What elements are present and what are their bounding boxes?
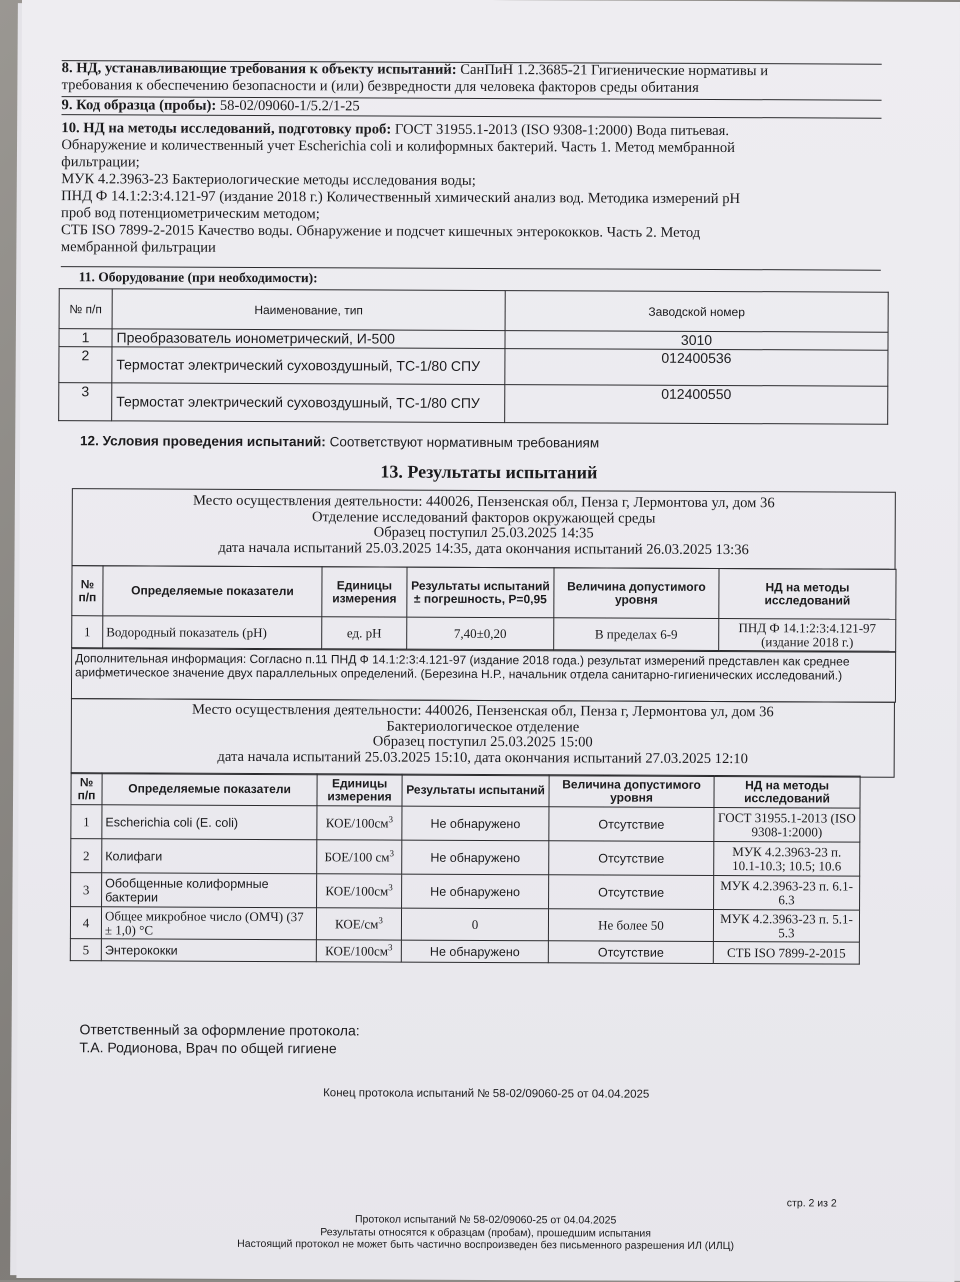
table-row — [70, 939, 859, 964]
indicator-name: Водородный показатель (pH) — [103, 616, 322, 649]
limit: Отсутствие — [549, 875, 714, 910]
unit — [317, 874, 402, 908]
table-row — [72, 616, 896, 652]
equipment-header-row — [59, 289, 888, 333]
row-num: 3 — [71, 873, 102, 907]
row-num: 1 — [72, 616, 103, 648]
col-serial: Заводской номер — [505, 291, 888, 333]
col-name: Наименование, тип — [112, 289, 505, 331]
results-header-row — [72, 566, 896, 620]
section-8-line2: требования к обеспечению безопасности и (или) безвредности для человека факторов среды обитания — [61, 77, 699, 96]
test-conditions: Соответствуют нормативным требованиям — [329, 434, 600, 451]
responsible-label: Ответственный за оформление протокола: — [79, 1021, 360, 1039]
footer-line: Настоящий протокол не может быть частично воспроизведен без письменного разрешения ИЛ (ИЛЦ) — [237, 1237, 734, 1253]
row-num: 5 — [70, 939, 101, 961]
section-10-line: мембранной фильтрации — [60, 239, 216, 256]
result: Не обнаружено — [402, 840, 549, 875]
result: 0 — [401, 908, 548, 941]
block2-header — [71, 698, 895, 778]
section-10-label: 10. НД на методы исследований, подготовку проб: — [61, 120, 392, 138]
table-row — [70, 907, 859, 942]
unit — [317, 840, 402, 874]
unit — [316, 940, 401, 962]
block2-dates: дата начала испытаний 25.03.2025 15:10, дата окончания испытаний 27.03.2025 12:10 — [217, 748, 748, 767]
section-10-line: ПНД Ф 14.1:2:3:4.121-97 (издание 2018 г.) Количественный химический анализ вод. Методика измерений pH — [61, 188, 741, 208]
row-num: 4 — [70, 907, 101, 939]
block1-header — [72, 488, 896, 570]
col-num: № п/п — [72, 566, 103, 616]
row-num: 2 — [71, 839, 102, 873]
equipment-table — [58, 288, 889, 425]
method: МУК 4.2.3963-23 п. 10.1-10.3; 10.5; 10.6 — [714, 841, 860, 876]
footer-line: Результаты относятся к образцам (пробам), прошедшим испытания — [320, 1225, 651, 1240]
col-num: № п/п — [71, 773, 102, 805]
serial-number: 012400536 — [505, 349, 888, 387]
unit-exponent: 3 — [389, 847, 395, 858]
indicator-name: Энтерококки — [101, 939, 316, 962]
document-page — [16, 0, 960, 1282]
method: МУК 4.2.3963-23 п. 5.1-5.3 — [713, 909, 859, 942]
indicator-name: Обобщенные колиформные бактерии — [102, 873, 317, 908]
equipment-name: Термостат электрический суховоздушный, ТС-1/80 СПУ — [112, 383, 505, 423]
results-header-row — [71, 773, 860, 808]
additional-info: Дополнительная информация: Согласно п.11 ПНД Ф 14.1:2:3:4.121-97 (издание 2018 года.) результат измерений представлен как среднее арифметическое значение двух параллельных определений. (Березина Н.Р., начальник отдела санитарно-гигиенических исследований.) — [71, 648, 896, 703]
row-num: 1 — [59, 329, 112, 347]
serial-number: 012400550 — [505, 385, 888, 425]
col-result: Результаты испытаний — [402, 774, 549, 807]
results-title: 13. Результаты испытаний — [380, 461, 598, 483]
indicator-name: Колифаги — [102, 839, 317, 874]
section-8-line1: СанПиН 1.2.3685-21 Гигиенические нормативы и — [460, 61, 769, 80]
table-row — [71, 873, 860, 910]
table-row — [59, 383, 888, 425]
block1-department: Отделение исследований факторов окружающей среды — [311, 508, 656, 527]
col-indicator: Определяемые показатели — [102, 773, 317, 806]
result: 7,40±0,20 — [407, 617, 554, 650]
equipment-name: Термостат электрический суховоздушный, ТС-1/80 СПУ — [112, 347, 505, 385]
unit-exponent: 3 — [387, 941, 393, 952]
responsible-person: Т.А. Родионова, Врач по общей гигиене — [79, 1039, 337, 1057]
results-table-2 — [70, 772, 861, 964]
limit: Отсутствие — [548, 941, 713, 964]
block1-location: Место осуществления деятельности: 440026, Пензенская обл, Пенза г, Лермонтова ул, дом 36 — [192, 492, 775, 512]
unit: ед. pH — [322, 617, 407, 649]
row-num: 2 — [59, 347, 112, 383]
section-10-line: ГОСТ 31955.1-2013 (ISO 9308-1:2000) Вода питьевая. — [394, 121, 730, 140]
col-units: Единицы измерения — [317, 774, 402, 806]
results-table-1 — [71, 565, 896, 652]
sample-code: 58-02/09060-1/5.2/1-25 — [219, 97, 360, 115]
block2-department: Бактериологическое отделение — [386, 718, 580, 735]
method: СТБ ISO 7899-2-2015 — [713, 941, 859, 964]
section-10 — [61, 120, 884, 260]
section-10-line: Обнаружение и количественный учет Escherichia coli и колиформных бактерий. Часть 1. Метод мембранной — [61, 137, 736, 157]
serial-number: 3010 — [505, 331, 888, 351]
section-9-label: 9. Код образца (пробы): — [61, 97, 217, 114]
section-10-line: фильтрации; — [61, 154, 140, 171]
footer-line: Протокол испытаний № 58-02/09060-25 от 04.04.2025 — [354, 1213, 617, 1227]
row-num: 1 — [71, 805, 102, 839]
block1-dates: дата начала испытаний 25.03.2025 14:35, дата окончания испытаний 26.03.2025 13:36 — [218, 539, 749, 558]
result: Не обнаружено — [402, 806, 549, 841]
row-num: 3 — [59, 383, 112, 421]
col-result: Результаты испытаний ± погрешность, P=0,95 — [407, 567, 554, 618]
method: ГОСТ 31955.1-2013 (ISO 9308-1:2000) — [714, 807, 860, 842]
col-num: № п/п — [59, 289, 112, 329]
limit: Не более 50 — [548, 909, 713, 942]
section-8 — [62, 60, 884, 98]
unit — [317, 806, 402, 840]
section-12-label: 12. Условия проведения испытаний: — [80, 433, 326, 450]
method: ПНД Ф 14.1:2:3:4.121-97 (издание 2018 г.) — [719, 618, 896, 651]
block2-received: Образец поступил 25.03.2025 15:00 — [372, 733, 593, 751]
section-10-line: проб вод потенциометрическим методом; — [61, 205, 320, 223]
col-method: НД на методы исследований — [714, 775, 860, 808]
col-limit: Величина допустимого уровня — [554, 568, 719, 619]
responsible-block — [79, 1020, 901, 1060]
limit: Отсутствие — [549, 841, 714, 876]
unit-text: КОЕ/100см — [325, 882, 389, 899]
page-footer — [17, 1212, 955, 1254]
section-12 — [80, 432, 902, 453]
section-10-line: МУК 4.2.3963-23 Бактериологические методы исследования воды; — [61, 171, 476, 189]
equipment-name: Преобразователь ионометрический, И-500 — [112, 329, 505, 349]
limit: Отсутствие — [549, 807, 714, 842]
block1-received: Образец поступил 25.03.2025 14:35 — [373, 524, 594, 542]
indicator-name: Escherichia coli (E. coli) — [102, 805, 317, 840]
unit-text: КОЕ/100см — [325, 814, 389, 831]
section-11 — [79, 268, 901, 289]
unit-exponent: 3 — [388, 881, 393, 892]
result: Не обнаружено — [401, 940, 548, 963]
section-11-label: 11. Оборудование (при необходимости): — [78, 269, 318, 286]
method: МУК 4.2.3963-23 п. 6.1-6.3 — [714, 875, 860, 910]
unit-exponent: 3 — [378, 914, 383, 925]
section-8-label: 8. НД, устанавливающие требования к объекту испытаний: — [61, 60, 457, 78]
col-limit: Величина допустимого уровня — [549, 775, 714, 808]
limit: В пределах 6-9 — [554, 618, 719, 651]
indicator-name: Общее микробное число (ОМЧ) (37 ± 1,0) °С — [101, 907, 316, 940]
table-row — [71, 805, 860, 842]
unit-text: БОЕ/100 см — [324, 848, 390, 865]
table-row — [59, 347, 888, 387]
col-method: НД на методы исследований — [719, 569, 896, 620]
unit — [316, 908, 401, 940]
unit-exponent: 3 — [388, 813, 394, 824]
unit-text: КОЕ/100см — [325, 942, 389, 959]
section-10-line: СТБ ISO 7899-2-2015 Качество воды. Обнаружение и подсчет кишечных энтерококков. Часть 2. Метод — [60, 222, 701, 241]
unit-text: КОЕ/см — [335, 915, 379, 932]
col-indicator: Определяемые показатели — [103, 566, 322, 617]
page-number: стр. 2 из 2 — [786, 1197, 837, 1210]
end-of-protocol: Конец протокола испытаний № 58-02/09060-25 от 04.04.2025 — [323, 1087, 650, 1101]
col-units: Единицы измерения — [322, 567, 407, 617]
table-row — [71, 839, 860, 876]
result: Не обнаружено — [402, 874, 549, 909]
block2-location: Место осуществления деятельности: 440026, Пензенская обл, Пенза г, Лермонтова ул, дом 36 — [192, 701, 774, 721]
